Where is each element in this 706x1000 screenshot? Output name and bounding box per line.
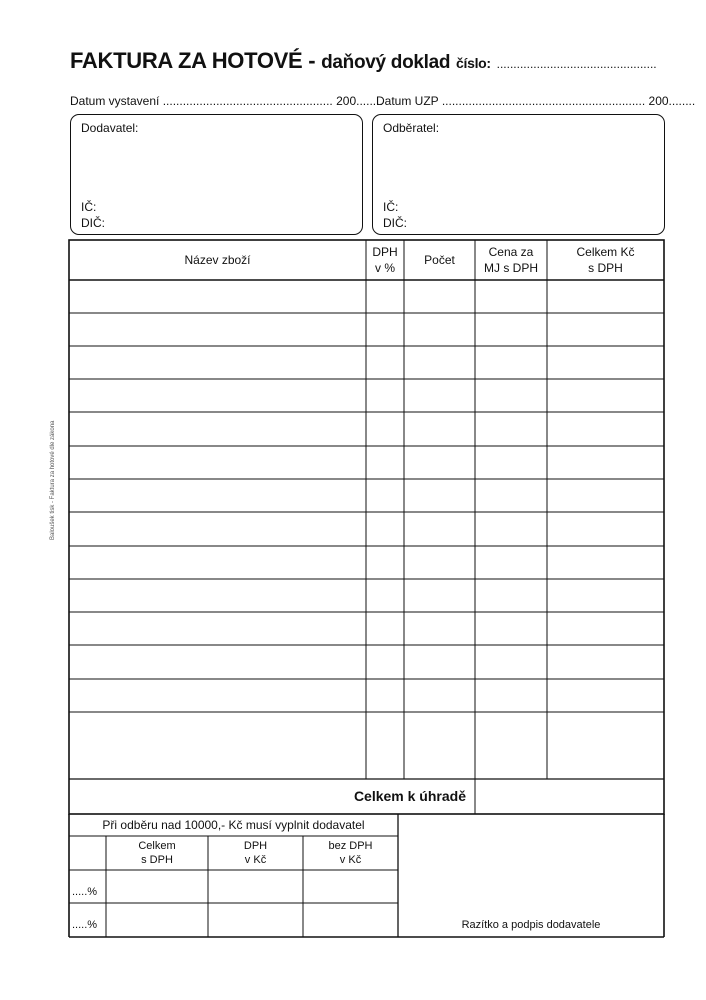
title-separator: - (302, 48, 322, 73)
title-main: FAKTURA ZA HOTOVÉ (70, 48, 303, 73)
customer-ic-label: IČ: (383, 200, 399, 214)
issue-date-dots: ................................................... (162, 94, 333, 108)
supplier-dic-label: DIČ: (81, 216, 105, 230)
customer-label: Odběratel: (383, 121, 440, 135)
vat-row2-rate[interactable]: .....% (72, 919, 98, 931)
uzp-date-label: Datum UZP (376, 94, 439, 108)
invoice-number-field[interactable]: ................................................ (496, 57, 657, 71)
title-subtitle: daňový doklad (321, 52, 451, 73)
col-header-price-line2: MJ s DPH (484, 261, 538, 275)
issue-date-year: 200........ (336, 94, 383, 108)
vat-col-total-line1: Celkem (138, 840, 176, 852)
customer-dic-label: DIČ: (383, 216, 407, 230)
col-header-total-line2: s DPH (588, 261, 623, 275)
uzp-date-dots: ............................................................. (441, 94, 646, 108)
col-header-total (547, 244, 664, 276)
vat-col-vat-line1: DPH (243, 840, 268, 852)
uzp-date-year: 200........ (648, 94, 696, 108)
supplier-label: Dodavatel: (81, 121, 139, 135)
total-due-label: Celkem k úhradě (353, 788, 466, 804)
col-header-vat (366, 244, 404, 276)
total-due-field[interactable] (476, 780, 663, 813)
supplier-ic-label: IČ: (81, 200, 97, 214)
col-header-count: Počet (424, 253, 455, 267)
invoice-number-label: číslo: (456, 55, 491, 71)
vat-row1-rate[interactable]: .....% (72, 886, 98, 898)
vat-col-net-line1: bez DPH (328, 840, 373, 852)
vat-col-net-line2: v Kč (339, 854, 362, 866)
side-print-note: Baloušek tisk - Faktura za hotové dle zákona (50, 420, 56, 540)
col-header-price-line1: Cena za (488, 245, 534, 259)
vat-col-vat (208, 839, 303, 867)
vat-note: Při odběru nad 10000,- Kč musí vyplnit dodavatel (102, 818, 365, 832)
col-header-price (475, 244, 547, 276)
issue-date-label: Datum vystavení (70, 94, 160, 108)
col-header-vat-line1: DPH (372, 245, 398, 259)
col-header-name: Název zboží (184, 253, 251, 267)
col-header-total-line1: Celkem Kč (576, 245, 635, 259)
vat-col-vat-line2: v Kč (244, 854, 267, 866)
vat-col-total-line2: s DPH (141, 854, 173, 866)
vat-col-net (303, 839, 398, 867)
col-header-vat-line2: v % (374, 261, 395, 275)
vat-col-total (106, 839, 208, 867)
signature-label: Razítko a podpis dodavatele (461, 919, 601, 931)
